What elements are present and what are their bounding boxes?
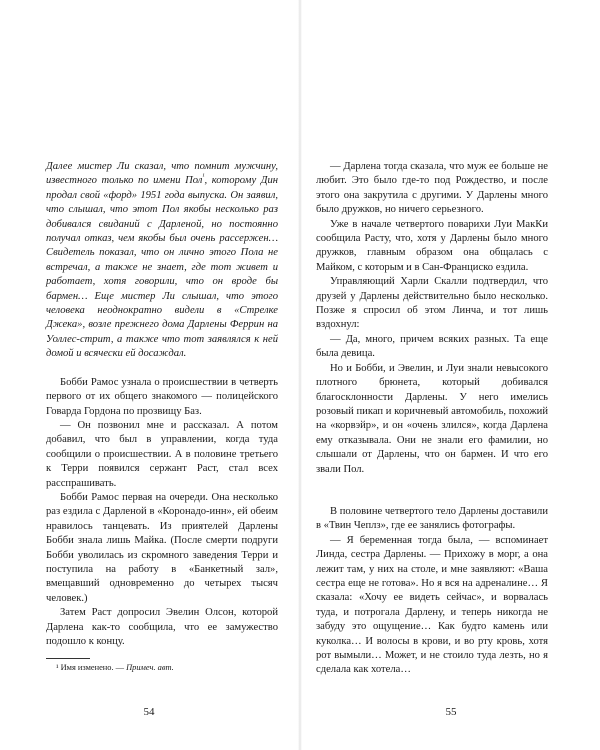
footnote: ¹ Имя изменено. — Примеч. авт.	[56, 663, 174, 672]
left-page	[0, 0, 298, 750]
footnote-marker: ¹	[202, 172, 205, 181]
paragraph: — Я беременная тогда была, — вспоминает Линда, сестра Дарлены. — Прихожу в морг, а она лежит там, у них на столе, и мне заявляют: «Ваша сестра еще не готова». Но я вся на адреналине… Я сказала: «Хочу ее видеть сейчас», и ворвалась туда, и потрогала Дарлену, и теперь никогда не забуду это ощущение… Как будто камень или куколка… И волосы в крови, и во рту кровь, хотя рот вымыли… Может, и не стоило туда лезть, но я сделала как хотела…	[316, 534, 548, 676]
page-number: 54	[143, 706, 155, 718]
footnote-divider	[46, 658, 90, 659]
paragraph: Бобби Рамос первая на очереди. Она несколько раз ездила с Дарленой в «Коронадо-инн», ей обеим нравилось танцевать. Из приятелей Дарлены Бобби знала лишь Майка. (После смерти подруги Бобби уволилась из скромного заведения Терри и поступила на работу в «Банкетный зал», вмещавший одновременно до четырех тысяч человек.)	[46, 491, 278, 604]
left-page-body	[46, 160, 278, 649]
paragraph: Уже в начале четвертого поварихи Луи МакКи сообщила Расту, что, хотя у Дарлены было много дружков, главным образом она общалась с Майком, с которым и в Сан-Франциско ездила.	[316, 218, 548, 273]
right-page-body	[316, 160, 548, 678]
italic-paragraph: Далее мистер Ли сказал, что помнит мужчину, известного только по имени Пол$^{^1}$, которому Дин продал свой «форд» 1951 года выпуска. Он заявил, что слышал, что этот Пол якобы несколько раз добивался свиданий с Дарленой, но постоянно получал отказ, чем якобы был очень рассержен… Свидетель показал, что он лично этого Пола не встречал, а также не знает, где тот живет и работает, хотя говорили, что он вроде бы бармен… Еще мистер Ли слышал, что этого человека неоднократно видели в «Стрелке Джека», возле прежнего дома Дарлены Феррин на Уоллес-стрит, а также что тот заявлялся к ней домой и всячески ей досаждал.	[46, 161, 279, 360]
paragraph: — Да, много, причем всяких разных. Та еще была девица.	[316, 333, 548, 360]
page-number: 55	[445, 706, 457, 718]
paragraph: Бобби Рамос узнала о происшествии в четверть первого от их общего знакомого — полицейского Говарда Гордона по прозвищу Баз.	[46, 376, 278, 417]
paragraph: Но и Бобби, и Эвелин, и Луи знали невысокого плотного брюнета, который добивался благосклонности Дарлены. У него имелись розовый пикап и коричневый автомобиль, похожий на «корвэйр», и он «очень злился», когда Дарлена ему отказывала. Они не знали его фамилии, но слышали от Дарлены, что он бармен. И что его звали Пол.	[316, 362, 548, 475]
paragraph: В половине четвертого тело Дарлены доставили в «Твин Чеплз», где ее занялись фотографы.	[316, 505, 548, 532]
paragraph: Затем Раст допросил Эвелин Олсон, которой Дарлена как-то сообщила, что ее замужество подошло к концу.	[46, 607, 278, 647]
paragraph: Управляющий Харли Скалли подтвердил, что друзей у Дарлены действительно было несколько. Позже я спросил об этом Линча, и тот лишь вздохнул:	[316, 276, 548, 331]
paragraph: — Он позвонил мне и рассказал. А потом добавил, что был в управлении, когда туда сообщили о происшествии. А в половине третьего к Терри появился сержант Раст, стал всех расспрашивать.	[46, 419, 278, 489]
right-page	[302, 0, 600, 750]
italic-quote-block	[46, 160, 278, 362]
paragraph: — Дарлена тогда сказала, что муж ее больше не любит. Это было где-то под Рождество, и после этого она закрутила с другими. У Дарлены много было дружков, но ничего серьезного.	[316, 161, 548, 216]
